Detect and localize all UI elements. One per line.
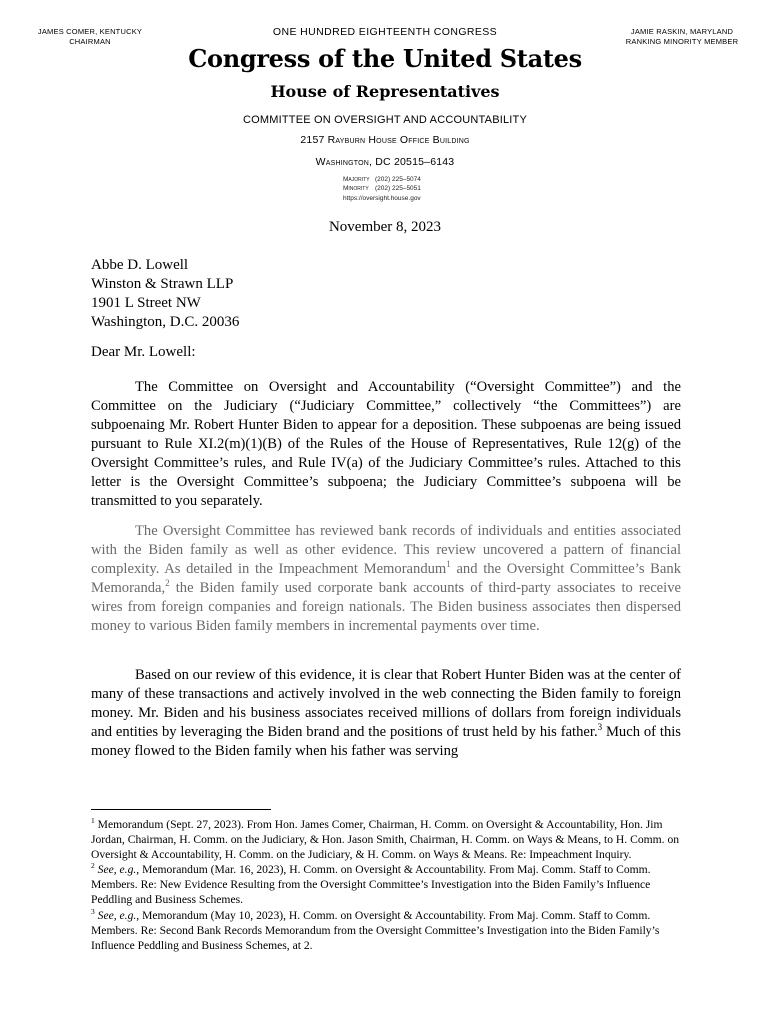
chairman-name: JAMES COMER, KENTUCKY — [37, 27, 143, 36]
congress-number: ONE HUNDRED EIGHTEENTH CONGRESS — [272, 26, 498, 38]
recipient-city: Washington, D.C. 20036 — [91, 314, 240, 330]
footnote-text: , Memorandum (Mar. 16, 2023), H. Comm. on Oversight & Accountability. From Maj. Comm. Staff to Comm. Members. Re: New Evidence Resulting from the Oversight Committee’s Investigation into the Biden Family’s Influence Peddling and Business Schemes. — [91, 863, 651, 907]
ranking-member-name: JAMIE RASKIN, MARYLAND — [630, 27, 734, 36]
footnote-1 — [91, 817, 681, 862]
paragraph-1-text: The Committee on Oversight and Accountability (“Oversight Committee”) and the Committee on the Judiciary (“Judiciary Committee,” collectively “the Committees”) are subpoenaing Mr. Robert Hunter Biden to appear for a deposition. These subpoenas are being issued pursuant to Rule XI.2(m)(1)(B) of the Rules of the House of Representatives, Rule 12(g) of the Oversight Committee’s rules, and Rule IV(a) of the Judiciary Committee’s rules. Attached to this letter is the Oversight Committee’s subpoena; the Judiciary Committee’s subpoena will be transmitted to you separately. — [91, 379, 681, 509]
address-line-1: 2157 Rayburn House Office Building — [300, 134, 470, 146]
committee-name: COMMITTEE ON OVERSIGHT AND ACCOUNTABILITY — [242, 114, 528, 126]
minority-phone: (202) 225–5051 — [375, 185, 421, 192]
salutation: Dear Mr. Lowell: — [91, 344, 196, 360]
footnote-3 — [91, 908, 681, 953]
ranking-member-role: RANKING MINORITY MEMBER — [625, 37, 739, 46]
paragraph-2 — [91, 522, 681, 636]
recipient-firm: Winston & Strawn LLP — [91, 276, 234, 292]
recipient-address — [91, 256, 239, 332]
footnote-text: , Memorandum (May 10, 2023), H. Comm. on Oversight & Accountability. From Maj. Comm. Staff to Comm. Members. Re: Second Bank Records Memorandum from the Oversight Committee’s Investigation into the Biden Family’s Influence Peddling and Business Schemes, at 2. — [91, 908, 660, 952]
recipient-name: Abbe D. Lowell — [91, 257, 189, 273]
footnote-2 — [91, 862, 681, 907]
chairman-role: CHAIRMAN — [69, 37, 111, 46]
paragraph-2-text-a: The Oversight Committee has reviewed bank records of individuals and entities associated with the Biden family as well as other evidence. This review uncovered a pattern of financial complexity. As detailed in the Impeachment Memorandum — [91, 523, 681, 577]
footnote-text: Memorandum (Sept. 27, 2023). From Hon. James Comer, Chairman, H. Comm. on Oversight & Accountability, Hon. Jim Jordan, Chairman, H. Comm. on the Judiciary, & Hon. Jason Smith, Chairman, H. Comm. on Ways & Means, to H. Comm. on Oversight & Accountability, H. Comm. on the Judiciary, & H. Comm. on Ways & Means. Re: Impeachment Inquiry. — [91, 818, 680, 862]
paragraph-2-text-c: the Biden family used corporate bank accounts of third-party associates to receive wires from foreign companies and foreign nationals. The Biden business associates then dispersed money to various Biden family members in incremental payments over time. — [91, 580, 681, 634]
paragraph-1 — [91, 378, 681, 511]
congress-title: Congress of the United States — [188, 44, 582, 73]
address-line-2: Washington, DC 20515–6143 — [315, 156, 455, 168]
paragraph-2-text-b: and the Oversight Committee’s Bank Memoranda, — [91, 561, 681, 596]
paragraph-3-text-b: Much of this money flowed to the Biden family when his father was serving — [91, 724, 681, 759]
footnote-ref-2[interactable]: 2 — [165, 578, 170, 589]
footnote-number: 3 — [91, 906, 95, 916]
footnote-ref-1[interactable]: 1 — [446, 559, 451, 570]
majority-label: Majority — [343, 176, 370, 183]
footnote-divider — [91, 809, 271, 810]
paragraph-3-text-a: Based on our review of this evidence, it is clear that Robert Hunter Biden was at the center of many of these transactions and actively involved in the web connecting the Biden family to foreign money. Mr. Biden and his business associates received millions of dollars from foreign individuals and entities by leveraging the Biden brand and the positions of trust held by his father. — [91, 667, 681, 740]
footnote-number: 2 — [91, 861, 95, 871]
majority-phone: (202) 225–5074 — [375, 176, 421, 183]
phone-numbers — [343, 175, 421, 193]
footnote-signal: See, e.g. — [94, 863, 137, 877]
footnotes — [91, 817, 681, 953]
house-title: House of Representatives — [270, 82, 500, 101]
minority-label: Minority — [343, 185, 369, 192]
website-link[interactable]: https://oversight.house.gov — [343, 195, 421, 202]
footnote-ref-3[interactable]: 3 — [597, 722, 603, 733]
recipient-street: 1901 L Street NW — [91, 295, 201, 311]
footnote-number: 1 — [91, 816, 95, 826]
paragraph-3 — [91, 666, 681, 761]
letter-date: November 8, 2023 — [328, 219, 442, 235]
footnote-signal: See, e.g. — [94, 908, 137, 922]
